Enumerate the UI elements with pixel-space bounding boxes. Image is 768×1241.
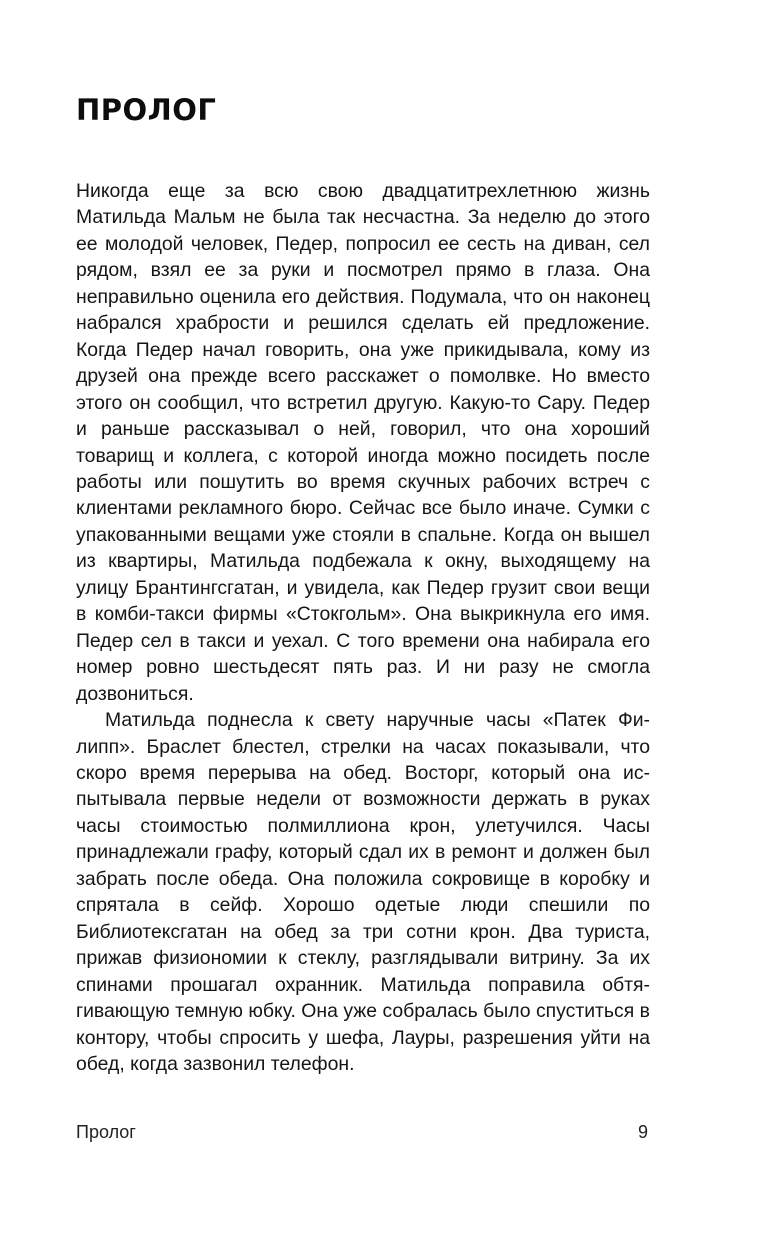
paragraph-1: Никогда еще за всю свою двадцатитрехлетнюю жизнь Матильда Мальм не была так несчастна. За неделю до этого ее молодой человек, Педер, попросил ее сесть на диван, сел рядом, взял ее за руки и посмотрел прямо в глаза. Она неправильно оценила его действия. Подумала, что он наконец набрался храбрости и решился сделать ей предложение. Когда Педер начал говорить, она уже прикидывала, кому из друзей она прежде всего расскажет о помолвке. Но вместо этого он сообщил, что встретил другую. Какую-то Сару. Педер и раньше рассказывал о ней, говорил, что она хороший товарищ и коллега, с которой иногда можно посидеть после работы или пошутить во время скучных рабочих встреч с клиентами рекламного бюро. Сейчас все было иначе. Сумки с упакованными вещами уже стояли в спальне. Когда он вышел из квартиры, Матильда подбежала к окну, выходящему на улицу Брантингсгатан, и увидела, как Педер грузит свои вещи в комби-такси фирмы «Стокгольм». Она выкрикнула его имя. Педер сел в такси и уехал. С того времени она набирала его номер ровно шестьдесят пять раз. И ни разу не смогла дозвониться.: [76, 180, 650, 705]
chapter-title: ПРОЛОГ: [76, 93, 217, 127]
paragraph-2: Матильда поднесла к свету наручные часы «Патек Филипп». Браслет блестел, стрелки на часах показывали, что скоро время перерыва на обед. Восторг, который она испытывала первые недели от возможности держать в руках часы стоимостью полмиллиона крон, улетучился. Часы принадлежали графу, который сдал их в ремонт и должен был забрать после обеда. Она положила сокровище в коробку и спрятала в сейф. Хорошо одетые люди спешили по Библиотексгатан на обед за три сотни крон. Два туриста, прижав физиономии к стеклу, разглядывали витрину. За их спинами прошагал охранник. Матильда поправила обтягивающую темную юбку. Она уже собралась было спуститься в контору, чтобы спросить у шефа, Лауры, разрешения уйти на обед, когда зазвонил телефон.: [76, 709, 650, 1075]
page-number: 9: [637, 1122, 648, 1142]
page-footer: [76, 1122, 650, 1146]
running-head: Пролог: [76, 1122, 136, 1142]
body-text: [76, 178, 650, 1077]
